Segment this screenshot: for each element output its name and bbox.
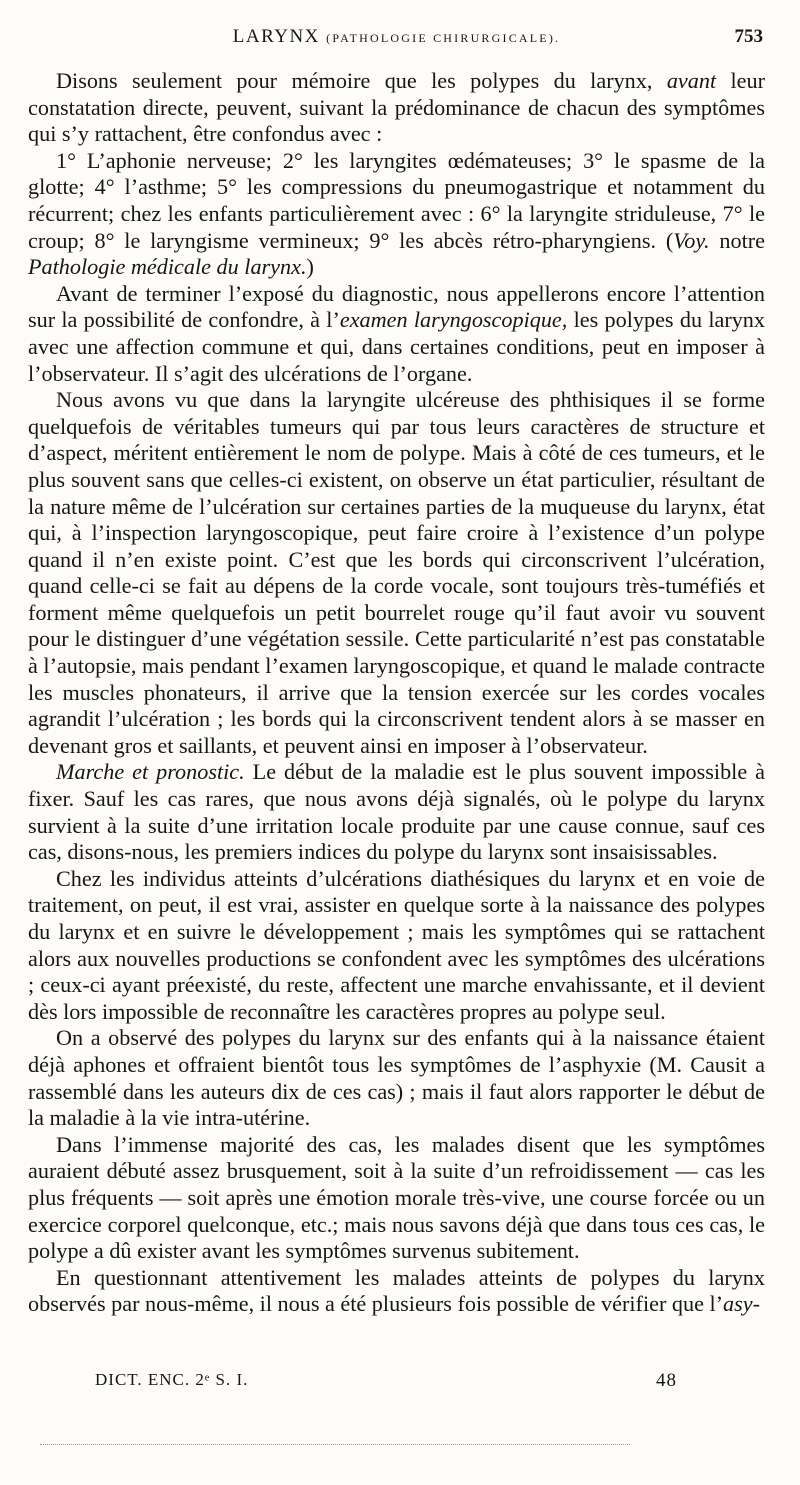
paragraph	[28, 68, 765, 148]
paragraph	[28, 1132, 765, 1265]
paragraph	[28, 1265, 765, 1318]
text-run: 1° L’aphonie nerveuse; 2° les laryngites œdémateuses; 3° le spasme de la glotte; 4° l’asthme; 5° les compressions du pneumogastrique et notamment du récurrent; chez les enfants particulièrement avec : 6° la laryngite striduleuse, 7° le croup; 8° le laryngisme vermineux; 9° les abcès rétro-pharyngiens. (	[28, 147, 765, 253]
paragraph	[28, 281, 765, 387]
paragraph	[28, 866, 765, 1026]
text-run: En questionnant attentivement les malades atteints de polypes du larynx observés par nous-même, il nous a été plusieurs fois possible de vérifier que l’	[28, 1264, 765, 1317]
signature-mark: 48	[656, 1370, 677, 1391]
italic-text: Marche et pronostic.	[56, 759, 245, 785]
paragraph	[28, 759, 765, 865]
footer	[95, 1370, 705, 1390]
italic-text: Voy.	[673, 227, 710, 253]
text-run: Le début de la maladie est le plus souvent impossible à fixer. Sauf les cas rares, que nous avons déjà signalés, où le polype du larynx survient à la suite d’une irritation locale produite par une cause connue, sauf ces cas, disons-nous, les premiers indices du polype du larynx sont insaisissables.	[28, 759, 766, 865]
text-run: On a observé des polypes du larynx sur des enfants qui à la naissance étaient déjà aphones et offraient bientôt tous les symptômes de l’asphyxie (M. Causit a rassemblé dans les auteurs dix de ces cas) ; mais il faut alors rapporter le début de la maladie à la vie intra-utérine.	[28, 1025, 765, 1131]
paragraph	[28, 148, 765, 281]
italic-text: Pathologie médicale du larynx.	[28, 254, 307, 280]
text-run: Disons seulement pour mémoire que les polypes du larynx,	[56, 68, 667, 93]
text-run: notre	[709, 227, 765, 253]
paragraph	[28, 1025, 765, 1131]
italic-text: avant	[666, 68, 717, 93]
running-header	[28, 26, 765, 54]
text-run: Avant de terminer l’exposé du diagnostic, nous appellerons encore l’attention sur la possibilité de confondre, à l’	[28, 280, 765, 333]
body-text	[28, 68, 765, 1318]
italic-text: examen laryngoscopique,	[339, 307, 568, 333]
paragraph	[28, 387, 765, 759]
text-run: Chez les individus atteints d’ulcérations diathésiques du larynx et en voie de traitement, on peut, il est vrai, assister en quelque sorte à la naissance des polypes du larynx et en suivre le développement ; mais les symptômes qui se rattachent alors aux nouvelles productions se confondent avec les symptômes des ulcérations ; ceux-ci ayant préexisté, du reste, affectent une marche envahissante, et il devient dès lors impossible de reconnaître les caractères propres au polype seul.	[28, 865, 765, 1024]
text-run: les polypes du larynx avec une affection commune et qui, dans certaines conditions, peut en imposer à l’observateur. Il s’agit des ulcérations de l’organe.	[28, 307, 765, 386]
running-title-sub: (PATHOLOGIE CHIRURGICALE).	[326, 31, 561, 45]
book-page	[28, 26, 765, 1318]
text-run: leur constatation directe, peuvent, suivant la prédominance de chacun des symptômes qui s’y rattachent, être confondus avec :	[28, 68, 765, 147]
footer-reference: DICT. ENC. 2ᵉ S. I.	[95, 1370, 249, 1389]
page-number: 753	[734, 26, 763, 47]
text-run: Dans l’immense majorité des cas, les malades disent que les symptômes auraient débuté assez brusquement, soit à la suite d’un refroidissement — cas les plus fréquents — soit après une émotion morale très-vive, une course forcée ou un exercice corporel quelconque, etc.; mais nous savons déjà que dans tous ces cas, le polype a dû exister avant les symptômes survenus subitement.	[28, 1131, 765, 1264]
text-run: Nous avons vu que dans la laryngite ulcéreuse des phthisiques il se forme quelquefois de véritables tumeurs qui par tous leurs caractères de structure et d’aspect, méritent entièrement le nom de polype. Mais à côté de ces tumeurs, et le plus souvent sans que celles-ci existent, on observe un état particulier, résultant de la nature même de l’ulcération sur certaines parties de la muqueuse du larynx, état qui, à l’inspection laryngoscopique, peut faire croire à l’existence d’un polype quand il n’en existe point. C’est que les bords qui circonscrivent l’ulcération, quand celle-ci se fait au dépens de la corde vocale, sont toujours très-tuméfiés et forment même quelquefois un petit bourrelet rouge qu’il faut avoir vu souvent pour le distinguer d’une végétation sessile. Cette particularité n’est pas constatable à l’autopsie, mais pendant l’examen laryngoscopique, et quand le malade contracte les muscles phonateurs, il arrive que la tension exercée sur les cordes vocales agrandit l’ulcération ; les bords qui la circonscrivent tendent alors à se masser en devenant gros et saillants, et peuvent ainsi en imposer à l’observateur.	[28, 387, 765, 758]
running-title-main: LARYNX	[232, 26, 320, 47]
running-title	[28, 26, 765, 48]
scan-artifact-line	[40, 1444, 630, 1445]
italic-text: asy-	[723, 1291, 760, 1317]
text-run: )	[306, 254, 314, 280]
